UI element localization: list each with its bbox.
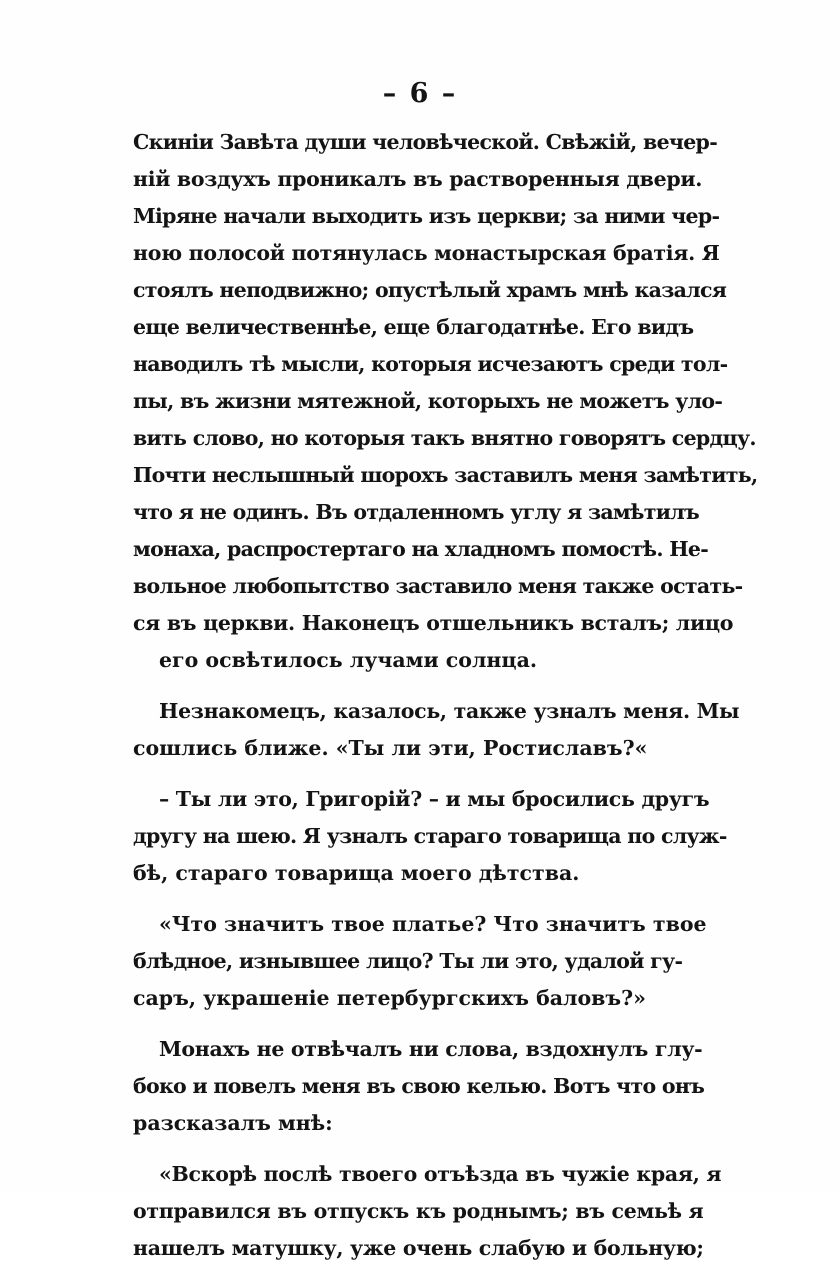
text-line: ній воздухъ проникалъ въ растворенныя двери. [133,167,703,191]
text-line: отправился въ отпускъ къ роднымъ; въ семьѣ я [133,1199,704,1223]
text-line: «Что значитъ твое платье? Что значитъ твое [159,912,707,936]
text-line: наводилъ тѣ мысли, которыя исчезаютъ среди тол- [133,352,728,376]
paragraph [133,906,707,1017]
paragraph [133,693,740,767]
text-line: другу на шею. Я узналъ стараго товарища по служ- [133,824,727,848]
text-line: вить слово, но которыя такъ внятно говорятъ сердцу. [133,426,756,450]
paragraph [133,781,727,892]
text-line: нашелъ матушку, уже очень слабую и больную; [133,1236,704,1260]
text-line: – Ты ли это, Григорій? – и мы бросились другъ [159,787,710,811]
text-line: Скиніи Завѣта души человѣческой. Свѣжій, вечер- [133,130,718,154]
text-line: ною полосой потянулась монастырская братія. Я [133,241,720,265]
body-text [133,124,758,1281]
text-line: ся въ церкви. Наконецъ отшельникъ всталъ; лицо [133,611,734,635]
text-line: бѣ, стараго товарища моего дѣтства. [133,861,580,885]
text-line: сошлись ближе. «Ты ли эти, Ростиславъ?« [133,736,648,760]
text-line: его освѣтилось лучами солнца. [159,648,537,672]
page-number: – 6 – [382,78,458,109]
text-line: монаха, распростертаго на хладномъ помостѣ. Не- [133,537,709,561]
text-line: блѣдное, изнывшее лицо? Ты ли это, удалой гу- [133,949,683,973]
text-line: что я не одинъ. Въ отдаленномъ углу я замѣтилъ [133,500,700,524]
text-line: Почти неслышный шорохъ заставилъ меня замѣтить, [133,463,758,487]
paragraph [133,1156,722,1267]
paragraph [133,124,758,679]
text-line: вольное любопытство заставило меня также остать- [133,574,743,598]
text-line: Незнакомецъ, казалось, также узналъ меня. Мы [159,699,740,723]
text-line: «Вскорѣ послѣ твоего отъѣзда въ чужіе края, я [159,1162,722,1186]
text-line: еще величественнѣе, еще благодатнѣе. Его видъ [133,315,694,339]
text-line: пы, въ жизни мятежной, которыхъ не можетъ уло- [133,389,723,413]
text-line: Міряне начали выходить изъ церкви; за ними чер- [133,204,720,228]
text-line: стоялъ неподвижно; опустѣлый храмъ мнѣ казался [133,278,727,302]
text-line: боко и повелъ меня въ свою келью. Вотъ что онъ [133,1074,705,1098]
text-line: разсказалъ мнѣ: [133,1111,333,1135]
text-line: Монахъ не отвѣчалъ ни слова, вздохнулъ глу- [159,1037,703,1061]
text-line: саръ, украшеніе петербургскихъ баловъ?» [133,986,646,1010]
paragraph [133,1031,705,1142]
